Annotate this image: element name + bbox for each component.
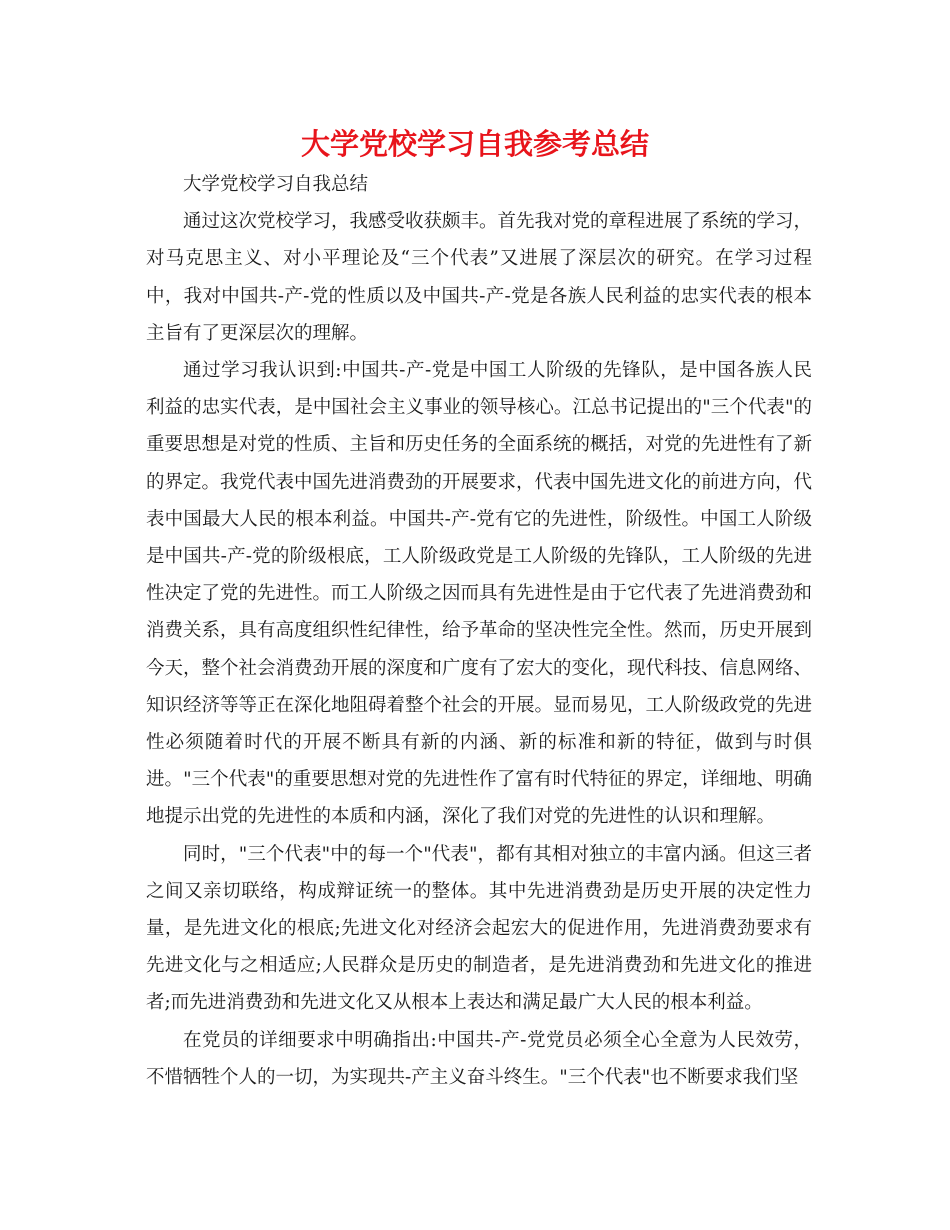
subtitle-paragraph: 大学党校学习自我总结	[183, 174, 369, 195]
document-body	[146, 166, 812, 1096]
body-paragraph: 通过学习我认识到:中国共-产-党是中国工人阶级的先锋队，是中国各族人民利益的忠实代表，是中国社会主义事业的领导核心。江总书记提出的"三个代表"的重要思想是对党的性质、主旨和历史任务的全面系统的概括，对党的先进性有了新的界定。我党代表中国先进消费劲的开展要求，代表中国先进文化的前进方向，代表中国最大人民的根本利益。中国共-产-党有它的先进性，阶级性。中国工人阶级是中国共-产-党的阶级根底，工人阶级政党是工人阶级的先锋队，工人阶级的先进性决定了党的先进性。而工人阶级之因而具有先进性是由于它代表了先进消费劲和消费关系，具有高度组织性纪律性，给予革命的坚决性完全性。然而，历史开展到今天，整个社会消费劲开展的深度和广度有了宏大的变化，现代科技、信息网络、知识经济等等正在深化地阻碍着整个社会的开展。显而易见，工人阶级政党的先进性必须随着时代的开展不断具有新的内涵、新的标准和新的特征，做到与时俱进。"三个代表"的重要思想对党的先进性作了富有时代特征的界定，详细地、明确地提示出党的先进性的本质和内涵，深化了我们对党的先进性的认识和理解。	[146, 360, 813, 828]
body-paragraph: 通过这次党校学习，我感受收获颇丰。首先我对党的章程进展了系统的学习，对马克思主义、对小平理论及“三个代表”又进展了深层次的研究。在学习过程中，我对中国共-产-党的性质以及中国共-产-党是各族人民利益的忠实代表的根本主旨有了更深层次的理解。	[146, 211, 813, 344]
body-paragraph: 同时，"三个代表"中的每一个"代表"，都有其相对独立的丰富内涵。但这三者之间又亲切联络，构成辩证统一的整体。其中先进消费劲是历史开展的决定性力量，是先进文化的根底;先进文化对经济会起宏大的促进作用，先进消费劲要求有先进文化与之相适应;人民群众是历史的制造者，是先进消费劲和先进文化的推进者;而先进消费劲和先进文化又从根本上表达和满足最广大人民的根本利益。	[146, 843, 812, 1014]
document-title: 大学党校学习自我参考总结	[300, 127, 649, 161]
body-paragraph: 在党员的详细要求中明确指出:中国共-产-党党员必须全心全意为人民效劳，不惜牺牲个人的一切，为实现共-产主义奋斗终生。"三个代表"也不断要求我们坚	[146, 1029, 812, 1088]
